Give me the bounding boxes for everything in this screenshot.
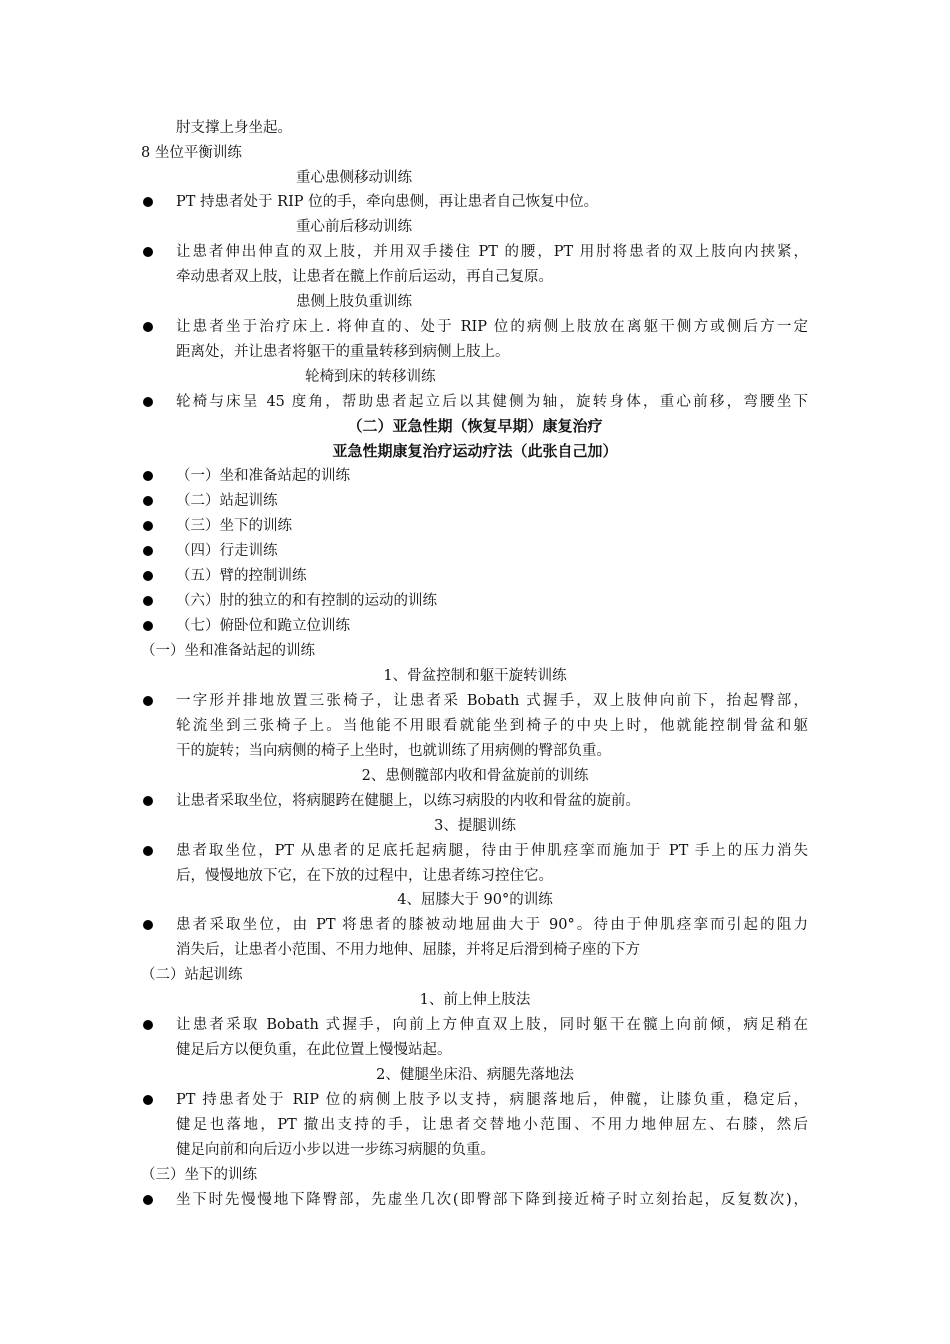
text-line: 让患者坐于治疗床上. 将伸直的、处于 RIP 位的病侧上肢放在离躯干侧方或侧后方一定 <box>176 319 808 335</box>
text-line: 让患者采取 Bobath 式握手，向前上方伸直双上肢，同时躯干在髋上向前倾，病足稍在 <box>176 1017 808 1033</box>
toc-item: （五）臂的控制训练 <box>176 568 307 584</box>
subheading: 1、前上伸上肢法 <box>419 992 531 1008</box>
bullet-icon <box>141 1016 155 1030</box>
section-heading: 8 坐位平衡训练 <box>141 145 242 161</box>
text-line: 一字形并排地放置三张椅子，让患者采 Bobath 式握手，双上肢伸向前下，抬起臀部， <box>176 693 808 709</box>
text-line: 患者采取坐位，由 PT 将患者的膝被动地屈曲大于 90°。待由于伸肌痉挛而引起的阻力 <box>176 917 808 933</box>
bullet-icon <box>141 193 155 207</box>
bullet-icon <box>141 617 155 631</box>
text-line: PT 持患者处于 RIP 位的病侧上肢予以支持，病腿落地后，伸髋，让膝负重，稳定后， <box>176 1092 808 1108</box>
subheading: 重心患侧移动训练 <box>296 170 412 186</box>
text-line: 坐下时先慢慢地下降臀部，先虚坐几次(即臀部下降到接近椅子时立刻抬起，反复数次)， <box>176 1192 808 1208</box>
bullet-icon <box>141 318 155 332</box>
bullet-icon <box>141 243 155 257</box>
bullet-icon <box>141 467 155 481</box>
toc-item: （二）站起训练 <box>176 493 278 509</box>
text-line: 轮流坐到三张椅子上。当他能不用眼看就能坐到椅子的中央上时，他就能控制骨盆和躯 <box>176 718 808 734</box>
text-line: 消失后，让患者小范围、不用力地伸、屈膝，并将足后滑到椅子座的下方 <box>176 942 640 958</box>
text-line: 距离处，并让患者将躯干的重量转移到病侧上肢上。 <box>176 344 510 360</box>
toc-item: （七）俯卧位和跪立位训练 <box>176 618 350 634</box>
subheading: 患侧上肢负重训练 <box>296 294 412 310</box>
text-line: 牵动患者双上肢，让患者在髋上作前后运动，再自己复原。 <box>176 269 553 285</box>
subheading: 重心前后移动训练 <box>296 219 412 235</box>
text-line: PT 持患者处于 RIP 位的手，牵向患侧，再让患者自己恢复中位。 <box>176 194 599 210</box>
section-heading: （二）站起训练 <box>141 967 243 983</box>
subheading: 3、提腿训练 <box>434 818 516 834</box>
bullet-icon <box>141 517 155 531</box>
text-line: 干的旋转；当向病侧的椅子上坐时，也就训练了用病侧的臀部负重。 <box>176 743 611 759</box>
text-line: 肘支撑上身坐起。 <box>176 120 292 136</box>
bullet-icon <box>141 567 155 581</box>
subheading: 2、患侧髋部内收和骨盆旋前的训练 <box>361 768 589 784</box>
bullet-icon <box>141 842 155 856</box>
section-heading: （三）坐下的训练 <box>141 1167 257 1183</box>
toc-item: （一）坐和准备站起的训练 <box>176 468 350 484</box>
subheading: 2、健腿坐床沿、病腿先落地法 <box>376 1067 574 1083</box>
toc-item: （三）坐下的训练 <box>176 518 292 534</box>
section-subtitle: 亚急性期康复治疗运动疗法（此张自己加） <box>332 442 618 460</box>
bullet-icon <box>141 393 155 407</box>
bullet-icon <box>141 542 155 556</box>
text-line: 健足也落地，PT 撤出支持的手，让患者交替地小范围、不用力地伸屈左、右膝，然后 <box>176 1117 808 1133</box>
toc-item: （四）行走训练 <box>176 543 278 559</box>
subheading: 4、屈膝大于 90°的训练 <box>397 892 553 908</box>
text-line: 患者取坐位，PT 从患者的足底托起病腿，待由于伸肌痉挛而施加于 PT 手上的压力消失 <box>176 843 808 859</box>
toc-item: （六）肘的独立的和有控制的运动的训练 <box>176 593 437 609</box>
section-heading: （一）坐和准备站起的训练 <box>141 643 315 659</box>
text-line: 轮椅与床呈 45 度角，帮助患者起立后以其健侧为轴，旋转身体，重心前移，弯腰坐下 <box>176 394 808 410</box>
text-line: 健足后方以便负重，在此位置上慢慢站起。 <box>176 1042 452 1058</box>
bullet-icon <box>141 592 155 606</box>
text-line: 后，慢慢地放下它，在下放的过程中，让患者练习控住它。 <box>176 868 553 884</box>
bullet-icon <box>141 916 155 930</box>
bullet-icon <box>141 1191 155 1205</box>
bullet-icon <box>141 492 155 506</box>
text-line: 让患者伸出伸直的双上肢，并用双手搂住 PT 的腰，PT 用肘将患者的双上肢向内挟紧， <box>176 244 808 260</box>
subheading: 1、骨盆控制和躯干旋转训练 <box>383 668 567 684</box>
bullet-icon <box>141 1091 155 1105</box>
text-line: 让患者采取坐位，将病腿跨在健腿上，以练习病股的内收和骨盆的旋前。 <box>176 793 640 809</box>
section-title: （二）亚急性期（恢复早期）康复治疗 <box>347 417 603 435</box>
subheading: 轮椅到床的转移训练 <box>305 369 436 385</box>
bullet-icon <box>141 792 155 806</box>
bullet-icon <box>141 692 155 706</box>
text-line: 健足向前和向后迈小步以进一步练习病腿的负重。 <box>176 1142 495 1158</box>
